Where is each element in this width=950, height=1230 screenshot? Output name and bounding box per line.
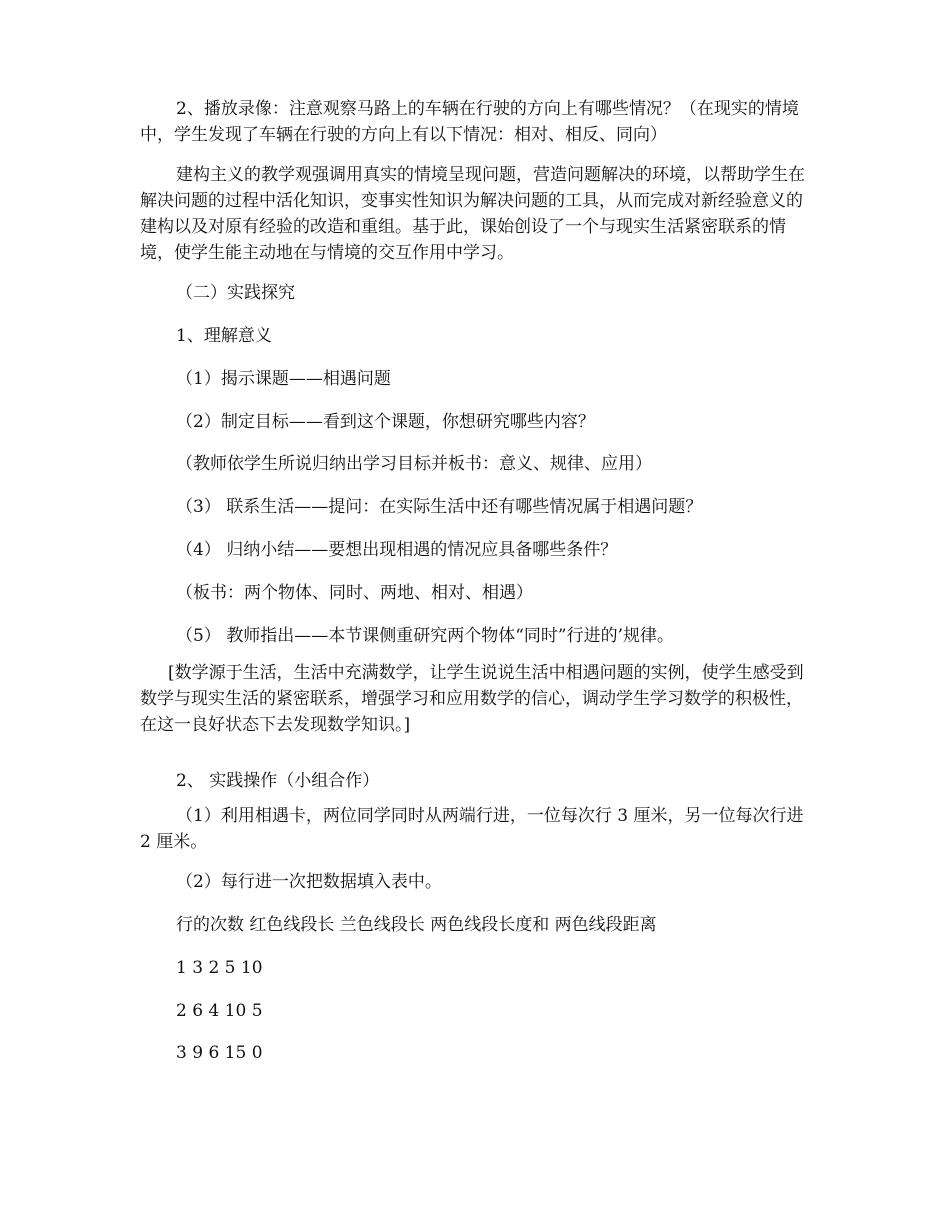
- paragraph-math-from-life: [数学源于生活，生活中充满数学，让学生说说生活中相遇问题的实例，使学生感受到数学与现实生活的紧密联系，增强学习和应用数学的信心，调动学生学习数学的积极性，在这一良好状态下去发现数学知识。]: [140, 663, 804, 735]
- item-set-goals: （2）制定目标——看到这个课题，你想研究哪些内容？: [176, 412, 595, 432]
- paragraph-constructivism: 建构主义的教学观强调用真实的情境呈现问题，营造问题解决的环境，以帮助学生在解决问题的过程中活化知识，变事实性知识为解决问题的工具，从而完成对新经验意义的建构以及对原有经验的改造和重组。基于此，课始创设了一个与现实生活紧密联系的情境，使学生能主动地在与情境的交互作用中学习。: [140, 165, 805, 263]
- item-fill-table: （2）每行进一次把数据填入表中。: [176, 872, 442, 892]
- table-header: 行的次数 红色线段长 兰色线段长 两色线段长度和 两色线段距离: [176, 915, 657, 935]
- subheading-understand-meaning: 1、理解意义: [176, 326, 272, 346]
- table-row: 1 3 2 5 10: [176, 958, 263, 978]
- item-use-card: （1）利用相遇卡，两位同学同时从两端行进，一位每次行 3 厘米，另一位每次行进 2 厘米。: [140, 806, 804, 852]
- item-teacher-points: （5） 教师指出——本节课侧重研究两个物体“同时”行进的’规律。: [176, 626, 675, 646]
- note-teacher-summary: （教师依学生所说归纳出学习目标并板书：意义、规律、应用）: [176, 454, 652, 474]
- item-summarize: （4） 归纳小结——要想出现相遇的情况应具备哪些条件？: [176, 540, 618, 560]
- paragraph-video-observation: 2、播放录像：注意观察马路上的车辆在行驶的方向上有哪些情况？（在现实的情境中，学生发现了车辆在行驶的方向上有以下情况：相对、相反、同向）: [140, 99, 799, 145]
- section-heading-practice: （二）实践探究: [176, 283, 295, 303]
- table-row: 2 6 4 10 5: [176, 1001, 263, 1021]
- item-connect-life: （3） 联系生活——提问：在实际生活中还有哪些情况属于相遇问题？: [176, 497, 703, 517]
- item-reveal-topic: （1）揭示课题——相遇问题: [176, 369, 391, 389]
- note-blackboard: （板书：两个物体、同时、两地、相对、相遇）: [176, 583, 533, 603]
- table-row: 3 9 6 15 0: [176, 1043, 263, 1063]
- subheading-practice-operation: 2、 实践操作（小组合作）: [176, 771, 380, 791]
